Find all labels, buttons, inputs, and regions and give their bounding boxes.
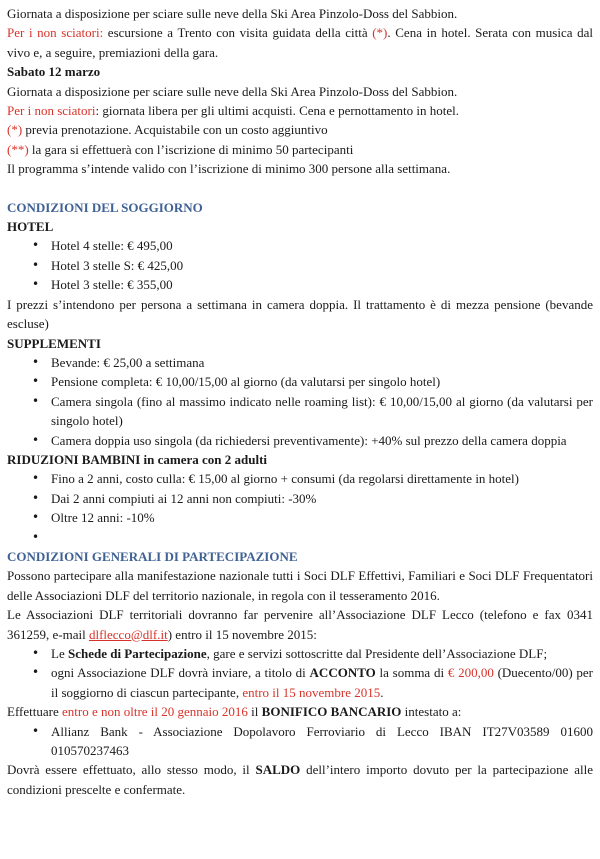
general-intro: Possono partecipare alla manifestazione nazionale tutti i Soci DLF Effettivi, Familiari e Soci DLF Frequentatori delle Associazioni DLF del territorio nazionale, in regola con il tesseramento 2016. bbox=[7, 568, 593, 603]
transfer-text: Effettuare bbox=[7, 704, 62, 720]
validity-note: Il programma s’intende valido con l’iscrizione di minimo 300 persone alla settimana. bbox=[7, 161, 451, 177]
item-text: ogni Associazione DLF dovrà inviare, a titolo di bbox=[51, 665, 310, 681]
footnote-marker: (*) bbox=[7, 122, 23, 138]
day1-non-skiers bbox=[7, 23, 593, 62]
list-item bbox=[51, 644, 593, 663]
note-booking bbox=[7, 120, 593, 139]
children-list bbox=[7, 469, 593, 547]
note-text: la gara si effettuerà con l’iscrizione di minimo 50 partecipanti bbox=[28, 141, 354, 157]
day1-rest: . Cena in hotel. Serata con musica dal vivo e, a seguire, premiazioni della gara. bbox=[7, 25, 594, 60]
day2-skiers: Giornata a disposizione per sciare sulle neve della Ski Area Pinzolo-Doss del Sabbion. bbox=[7, 83, 458, 99]
children-title: RIDUZIONI BAMBINI in camera con 2 adulti bbox=[7, 451, 268, 467]
list-item: • Pensione completa: € 10,00/15,00 al giorno (da valutarsi per singolo hotel) bbox=[51, 372, 593, 391]
supplements-list bbox=[7, 353, 593, 450]
bank-list bbox=[7, 722, 593, 761]
list-item: • Bevande: € 25,00 a settimana bbox=[51, 353, 593, 372]
saldo-bold: SALDO bbox=[255, 762, 301, 778]
contact-text: ) entro il 15 novembre 2015: bbox=[167, 626, 317, 642]
non-skiers-text: escursione a Trento con visita guidata della città bbox=[103, 25, 373, 41]
supplements-title: SUPPLEMENTI bbox=[7, 335, 101, 351]
section-heading-general: CONDIZIONI GENERALI DI PARTECIPAZIONE bbox=[7, 548, 298, 564]
day2-non-skiers bbox=[7, 101, 593, 120]
item-text: la somma di bbox=[375, 665, 448, 681]
list-item: • Hotel 4 stelle: € 495,00 bbox=[51, 236, 593, 255]
email-link[interactable]: dlflecco@dlf.it bbox=[88, 626, 168, 642]
footnote-marker: (*) bbox=[372, 25, 388, 41]
transfer-paragraph bbox=[7, 702, 593, 721]
saldo-text: Dovrà essere effettuato, allo stesso modo, il bbox=[7, 762, 256, 778]
contact-paragraph bbox=[7, 605, 593, 644]
deposit-deadline: entro il 15 novembre 2015 bbox=[242, 684, 381, 700]
empty-list-item bbox=[51, 528, 593, 547]
saldo-text: dell’intero importo dovuto per la partecipazione alle condizioni prescelte e confermate. bbox=[7, 762, 594, 797]
item-text: , gare e servizi sottoscritte dal Presidente dell’Associazione DLF; bbox=[206, 645, 548, 661]
day2-title: Sabato 12 marzo bbox=[7, 64, 101, 80]
hotel-title: HOTEL bbox=[7, 219, 54, 235]
list-item: • Fino a 2 anni, costo culla: € 15,00 al giorno + consumi (da regolarsi direttamente in hotel) bbox=[51, 469, 593, 488]
item-bold: ACCONTO bbox=[309, 665, 376, 681]
list-item bbox=[51, 663, 593, 702]
requirements-list bbox=[7, 644, 593, 702]
list-item: • Dai 2 anni compiuti ai 12 anni non compiuti: -30% bbox=[51, 489, 593, 508]
list-item: • Oltre 12 anni: -10% bbox=[51, 508, 593, 527]
transfer-deadline: entro e non oltre il 20 gennaio 2016 bbox=[61, 704, 248, 720]
item-text: (Duecento/00) per il soggiorno di ciascun partecipante, bbox=[51, 665, 593, 700]
day1-skiers: Giornata a disposizione per sciare sulle neve della Ski Area Pinzolo-Doss del Sabbion. bbox=[7, 6, 458, 21]
deposit-amount: € 200,00 bbox=[447, 665, 494, 681]
list-item: • Camera doppia uso singola (da richiedersi preventivamente): +40% sul prezzo della camera doppia bbox=[51, 431, 593, 450]
list-item: • Camera singola (fino al massimo indicato nelle roaming list): € 10,00/15,00 al giorno (da valutarsi per singolo hotel) bbox=[51, 392, 593, 431]
list-item: • Hotel 3 stelle S: € 425,00 bbox=[51, 256, 593, 275]
item-bold: Schede di Partecipazione bbox=[67, 645, 207, 661]
hotel-list bbox=[7, 236, 593, 294]
item-text: . bbox=[380, 684, 384, 700]
transfer-bold: BONIFICO BANCARIO bbox=[261, 704, 402, 720]
note-text: previa prenotazione. Acquistabile con un costo aggiuntivo bbox=[22, 122, 328, 138]
section-heading-conditions: CONDIZIONI DEL SOGGIORNO bbox=[7, 199, 203, 215]
non-skiers-label: Per i non sciatori: bbox=[7, 25, 104, 41]
contact-text: Le Associazioni DLF territoriali dovranno far pervenire all’Associazione DLF Lecco (telefono e fax 0341 361259, e-mail bbox=[7, 607, 593, 642]
saldo-paragraph bbox=[7, 760, 593, 799]
non-skiers-text: : giornata libera per gli ultimi acquisti. Cena e pernottamento in hotel. bbox=[95, 103, 460, 119]
non-skiers-label: Per i non sciatori bbox=[7, 103, 96, 119]
item-text: Le bbox=[51, 645, 68, 661]
transfer-text: intestato a: bbox=[401, 704, 462, 720]
list-item: • Hotel 3 stelle: € 355,00 bbox=[51, 275, 593, 294]
list-item: • Allianz Bank - Associazione Dopolavoro Ferroviario di Lecco IBAN IT27V03589 01600 010570237463 bbox=[51, 722, 593, 761]
transfer-text: il bbox=[247, 704, 262, 720]
footnote-marker: (**) bbox=[7, 141, 29, 157]
note-race bbox=[7, 140, 593, 159]
prices-note: I prezzi s’intendono per persona a settimana in camera doppia. Il trattamento è di mezza pensione (bevande escluse) bbox=[7, 296, 593, 332]
